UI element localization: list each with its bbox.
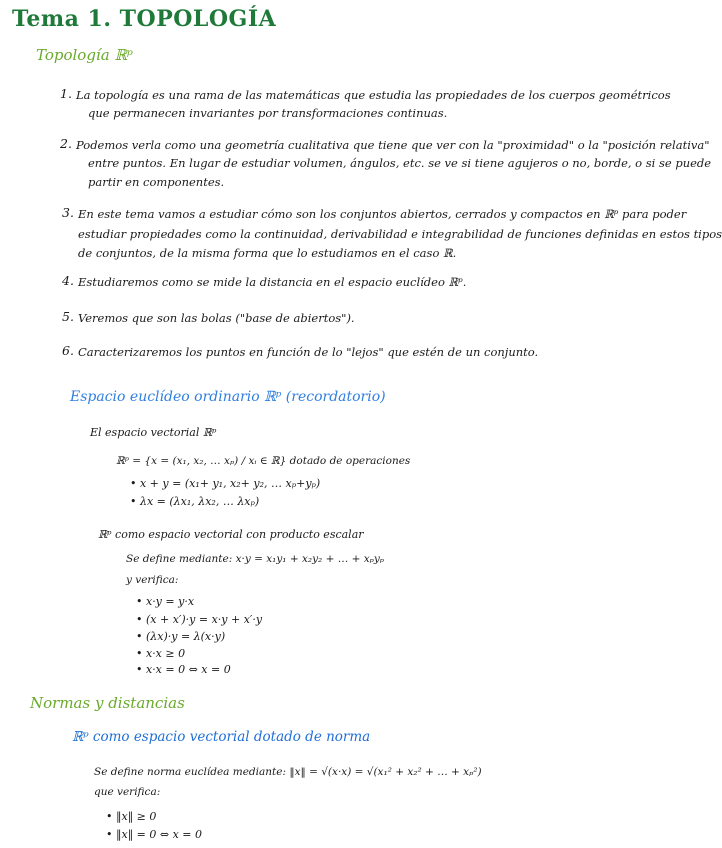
subsection-title: ℝᵖ como espacio vectorial con producto escalar (98, 528, 364, 541)
item-number: 4. (62, 273, 74, 288)
definition: Se define mediante: x·y = x₁y₁ + x₂y₂ + … + xₚyₚ (126, 553, 384, 565)
item-text: estudiar propiedades como la continuidad, derivabilidad e integrabilidad de funciones definidas en estos tipos (78, 227, 722, 241)
list-item: • x·x ≥ 0 (136, 647, 186, 660)
definition: Se define norma euclídea mediante: ‖x‖ = √(x·x) = √(x₁² + x₂² + … + xₚ²) (94, 766, 482, 778)
list-item: • x + y = (x₁+ y₁, x₂+ y₂, … xₚ+yₚ) (130, 477, 321, 490)
definition: ℝᵖ = {x = (x₁, x₂, … xₚ) / xᵢ ∈ ℝ} dotado de operaciones (116, 455, 411, 467)
item-text: La topología es una rama de las matemáticas que estudia las propiedades de los cuerpos geométricos (76, 88, 671, 102)
list-item: • (λx)·y = λ(x·y) (136, 630, 226, 643)
list-item: • x·y = y·x (136, 595, 195, 608)
list-item: • (x + x′)·y = x·y + x′·y (136, 613, 263, 626)
section-heading: Normas y distancias (30, 694, 185, 712)
item-text: En este tema vamos a estudiar cómo son los conjuntos abiertos, cerrados y compactos en ℝᵖ para poder (78, 207, 687, 221)
item-number: 6. (62, 343, 74, 358)
item-text: entre puntos. En lugar de estudiar volumen, ángulos, etc. se ve si tiene agujeros o no, borde, o si se puede (88, 156, 712, 170)
list-item: • x·x = 0 ⇔ x = 0 (136, 663, 231, 676)
item-text: Caracterizaremos los puntos en función de lo "lejos" que estén de un conjunto. (78, 345, 539, 359)
item-text: Estudiaremos como se mide la distancia en el espacio euclídeo ℝᵖ. (78, 275, 467, 289)
item-number: 5. (62, 309, 74, 324)
item-number: 2. (60, 136, 72, 151)
item-text: partir en componentes. (88, 175, 225, 189)
item-text: Veremos que son las bolas ("base de abiertos"). (78, 311, 355, 325)
definition-note: y verifica: (126, 574, 179, 586)
page-title: Tema 1. TOPOLOGÍA (12, 6, 277, 32)
list-item: • ‖x‖ = 0 ⇔ x = 0 (106, 828, 203, 841)
definition-note: que verifica: (94, 786, 161, 798)
list-item: • ‖x‖ ≥ 0 (106, 810, 157, 823)
item-text: de conjuntos, de la misma forma que lo estudiamos en el caso ℝ. (78, 246, 457, 260)
item-number: 1. (60, 86, 72, 101)
item-text: Podemos verla como una geometría cualitativa que tiene que ver con la "proximidad" o la "posición relativa" (76, 138, 710, 152)
item-text: que permanecen invariantes por transformaciones continuas. (88, 106, 448, 120)
subsection-title: El espacio vectorial ℝᵖ (90, 426, 217, 439)
item-number: 3. (62, 205, 74, 220)
section-heading: Espacio euclídeo ordinario ℝᵖ (recordatorio) (70, 389, 386, 405)
list-item: • λx = (λx₁, λx₂, … λxₚ) (130, 495, 260, 508)
section-subtitle: Topología ℝᵖ (36, 46, 133, 64)
subsection-title: ℝᵖ como espacio vectorial dotado de norma (72, 729, 371, 745)
